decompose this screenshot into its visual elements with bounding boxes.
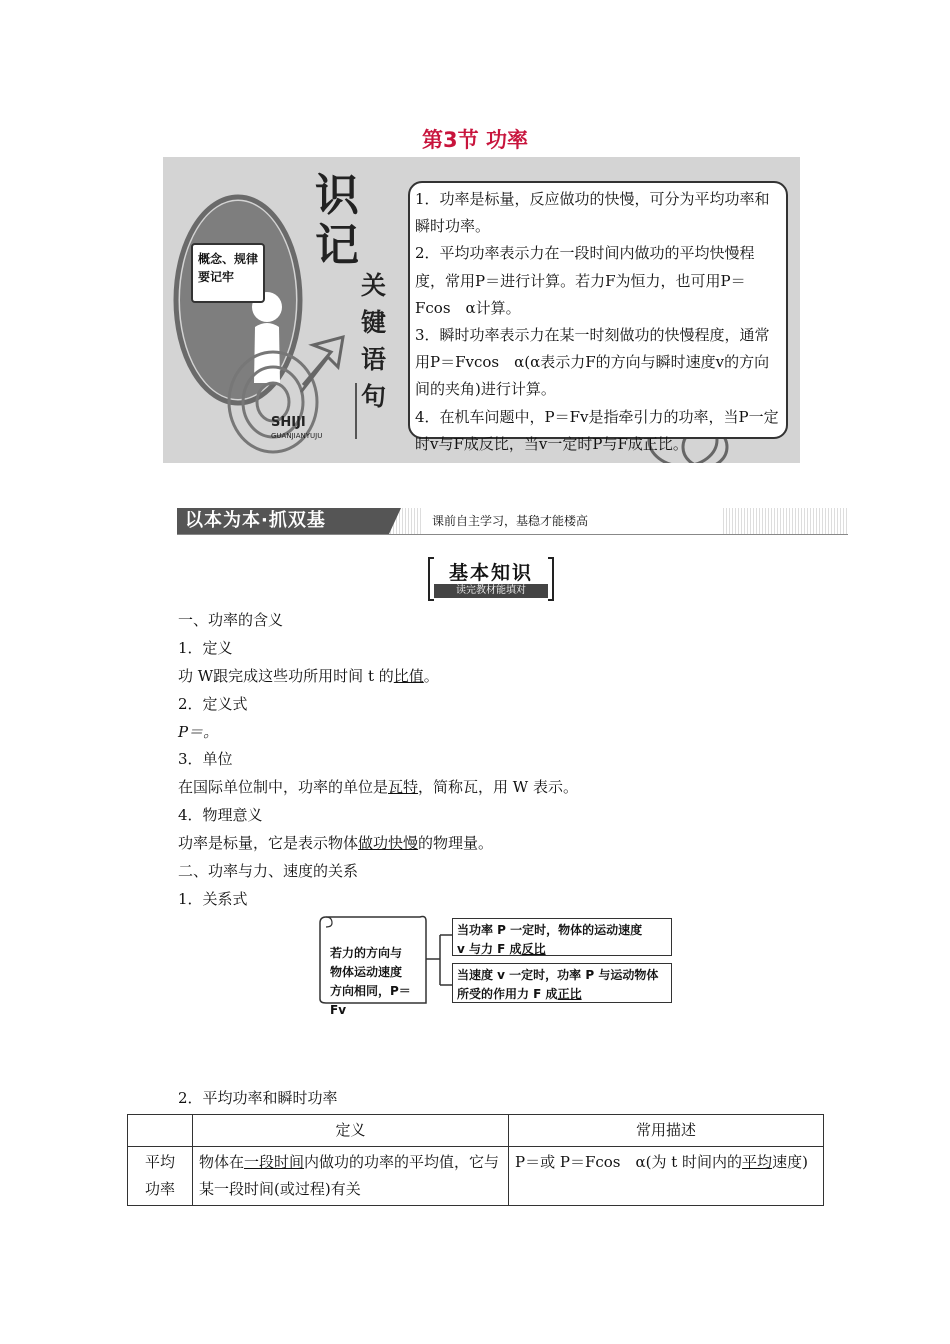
text: P＝或 P＝Fcos α(为 t 时间内的 bbox=[515, 1153, 743, 1171]
relation-diagram bbox=[318, 913, 673, 1017]
table-cell bbox=[128, 1147, 193, 1206]
underlined-term: 比值 bbox=[393, 667, 424, 685]
page-title: 第3节 功率 bbox=[422, 128, 528, 152]
paragraph bbox=[178, 773, 578, 801]
key-point: 3．瞬时功率表示力在某一时刻做功的快慢程度，通常用P＝Fvcos α(α表示力F的方向与瞬时速度v的方向间的夹角)进行计算。 bbox=[415, 326, 770, 399]
section-header bbox=[177, 508, 848, 534]
diagram-case-power bbox=[452, 918, 672, 956]
underlined-term: 一段时间 bbox=[244, 1153, 305, 1171]
case-line bbox=[457, 940, 667, 959]
table-header-row bbox=[128, 1115, 824, 1147]
bubble-line: 概念、规律 bbox=[198, 252, 259, 266]
knowledge-heading: 基本知识 bbox=[448, 562, 533, 584]
section-tag: 以本为本·抓双基 bbox=[177, 508, 389, 534]
paragraph bbox=[178, 662, 439, 690]
underlined-term: 瓦特 bbox=[388, 778, 419, 796]
tag-char: 记 bbox=[315, 220, 359, 271]
speech-bubble bbox=[191, 243, 265, 303]
table-header: 常用描述 bbox=[509, 1115, 824, 1147]
shiji-label: SHIJI bbox=[271, 415, 306, 430]
case-line: 当速度 v 一定时，功率 P 与运动物体 bbox=[457, 968, 659, 982]
text: v 与力 F 成 bbox=[457, 942, 522, 956]
text: 所受的作用力 F 成 bbox=[457, 987, 558, 1001]
row-label: 平均 bbox=[144, 1153, 175, 1171]
heading-1: 一、功率的含义 bbox=[178, 611, 284, 629]
text: 在国际单位制中，功率的单位是 bbox=[178, 778, 389, 796]
table-header bbox=[128, 1115, 193, 1147]
condition-line: 物体运动速度 bbox=[330, 965, 403, 979]
text: 功率是标量，它是表示物体 bbox=[178, 834, 359, 852]
text: 功 W跟完成这些功所用时间 t 的 bbox=[178, 667, 394, 685]
underlined-term: 平均 bbox=[742, 1153, 773, 1171]
tag-char: 识 bbox=[315, 170, 359, 221]
text: ，简称瓦，用 W 表示。 bbox=[418, 778, 578, 796]
subheading: 1．定义 bbox=[178, 639, 233, 657]
subheading: 2．平均功率和瞬时功率 bbox=[178, 1089, 338, 1107]
subheading: 3．单位 bbox=[178, 750, 233, 768]
text: 物体在 bbox=[199, 1153, 245, 1171]
key-point: 1．功率是标量，反应做功的快慢，可分为平均功率和瞬时功率。 bbox=[415, 190, 770, 236]
power-table bbox=[127, 1114, 824, 1206]
case-line bbox=[457, 985, 667, 1004]
underlined-term: 反比 bbox=[521, 942, 546, 956]
key-point: 4．在机车问题中，P＝Fv是指牵引力的功率，当P一定时v与F成反比，当v一定时P与F成正比。 bbox=[415, 407, 779, 453]
diagram-condition bbox=[330, 944, 426, 1020]
text: 。 bbox=[423, 667, 439, 685]
label-char: 句 bbox=[361, 382, 387, 411]
subheading: 1．关系式 bbox=[178, 890, 248, 908]
shiji-sublabel: GUANJIANYUJU bbox=[271, 432, 323, 440]
table-header: 定义 bbox=[193, 1115, 509, 1147]
section-subtitle: 课前自主学习，基稳才能楼高 bbox=[422, 508, 722, 534]
condition-line: 方向相同，P＝Fv bbox=[330, 984, 411, 1017]
label-char: 关 bbox=[361, 271, 387, 300]
key-points-banner bbox=[163, 157, 800, 463]
condition-line: 若力的方向与 bbox=[330, 946, 403, 960]
subheading: 2．定义式 bbox=[178, 695, 248, 713]
table-row bbox=[128, 1147, 824, 1206]
table-cell bbox=[193, 1147, 509, 1206]
knowledge-subheading: 读完教材能填对 bbox=[434, 584, 548, 598]
diagram-case-velocity bbox=[452, 963, 672, 1003]
formula: P＝。 bbox=[178, 723, 219, 741]
text: 的物理量。 bbox=[418, 834, 494, 852]
table-cell bbox=[509, 1147, 824, 1206]
text: 速度) bbox=[772, 1153, 808, 1171]
underlined-term: 正比 bbox=[557, 987, 582, 1001]
knowledge-title bbox=[428, 557, 554, 601]
text: 内做功的功率的平均值，它与某一段时间(或过程)有关 bbox=[199, 1153, 500, 1198]
label-char: 语 bbox=[361, 345, 387, 374]
left-tag bbox=[315, 171, 359, 271]
key-point: 2．平均功率表示力在一段时间内做功的平均快慢程度，常用P＝进行计算。若力F为恒力，也可用P＝Fcos α计算。 bbox=[415, 244, 755, 317]
heading-2: 二、功率与力、速度的关系 bbox=[178, 862, 359, 880]
case-line: 当功率 P 一定时，物体的运动速度 bbox=[457, 923, 643, 937]
key-points-box bbox=[408, 181, 788, 453]
underlined-term: 做功快慢 bbox=[358, 834, 419, 852]
subheading: 4．物理意义 bbox=[178, 806, 263, 824]
row-label: 功率 bbox=[144, 1180, 175, 1198]
vertical-label bbox=[361, 267, 386, 415]
paragraph bbox=[178, 829, 493, 857]
label-char: 键 bbox=[361, 308, 387, 337]
section-tag-edge bbox=[389, 508, 401, 534]
bubble-line: 要记牢 bbox=[198, 270, 235, 284]
